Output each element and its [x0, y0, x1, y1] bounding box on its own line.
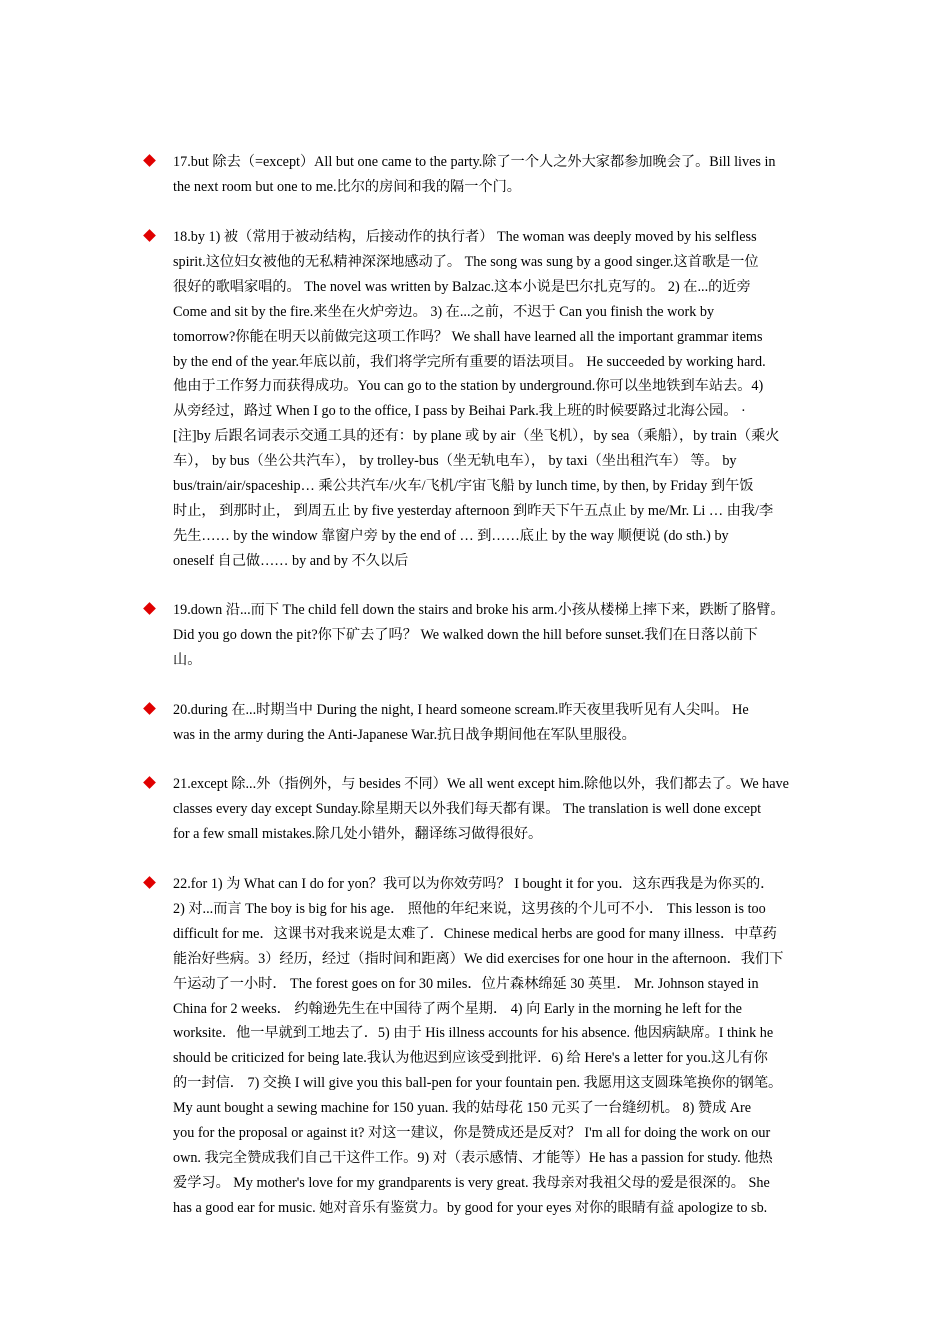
red-diamond-bullet-icon — [143, 229, 156, 242]
text-line: bus/train/air/spaceship… 乘公共汽车/火车/飞机/宇宙飞船 by lunch time, by then, by Friday 到午饭 — [173, 478, 754, 495]
entry-text — [173, 872, 811, 1221]
text-line: My aunt bought a sewing machine for 150 yuan. 我的姑母花 150 元买了一台缝纫机。 8) 赞成 Are — [173, 1100, 752, 1117]
entry-20-during — [145, 698, 825, 748]
text-line: 时止， 到那时止， 到周五止 by five yesterday afternoon 到昨天下午五点止 by me/Mr. Li … 由我/李 — [173, 502, 774, 519]
entry-19-down — [145, 598, 825, 673]
text-line: 车）， by bus（坐公共汽车）， by trolley-bus（坐无轨电车）， by taxi（坐出租汽车） 等。 by — [173, 453, 737, 470]
text-line: was in the army during the Anti-Japanese War.抗日战争期间他在军队里服役。 — [173, 726, 636, 743]
entry-text — [173, 698, 811, 748]
text-line: tomorrow?你能在明天以前做完这项工作吗？ We shall have learned all the important grammar items — [173, 328, 763, 345]
red-diamond-bullet-icon — [143, 876, 156, 889]
text-line: by the end of the year.年底以前，我们将学完所有重要的语法项目。 He succeeded by working hard. — [173, 353, 766, 370]
entry-text — [173, 598, 811, 673]
text-line: 从旁经过，路过 When I go to the office, I pass by Beihai Park.我上班的时候要路过北海公园。 · — [173, 403, 746, 420]
text-line: 21.except 除...外（指例外，与 besides 不同）We all went except him.除他以外，我们都去了。We have — [173, 776, 789, 792]
entry-18-by — [145, 225, 825, 574]
text-line: 22.for 1) 为 What can I do for yon？我可以为你效劳吗？ I bought it for you．这东西我是为你买的． — [173, 876, 775, 892]
entry-text — [173, 772, 811, 847]
text-line: for a few small mistakes.除几处小错外，翻译练习做得很好。 — [173, 825, 543, 842]
entry-text — [173, 150, 811, 200]
red-diamond-bullet-icon — [143, 602, 156, 615]
text-line: oneself 自己做…… by and by 不久以后 — [173, 552, 409, 569]
entry-22-for — [145, 872, 825, 1221]
text-line: 18.by 1) 被（常用于被动结构，后接动作的执行者） The woman was deeply moved by his selfless — [173, 229, 757, 245]
entry-text — [173, 225, 811, 574]
text-line: difficult for me．这课书对我来说是太难了．Chinese medical herbs are good for many illness．中草药 — [173, 925, 777, 942]
entry-21-except — [145, 772, 825, 847]
entry-17-but — [145, 150, 825, 200]
text-line: China for 2 weeks． 约翰逊先生在中国待了两个星期． 4) 向 Early in the morning he left for the — [173, 1000, 742, 1017]
text-line: 20.during 在...时期当中 During the night, I heard someone scream.昨天夜里我听见有人尖叫。 He — [173, 702, 749, 718]
text-line: [注]by 后跟名词表示交通工具的还有：by plane 或 by air（坐飞机），by sea（乘船），by train（乘火 — [173, 428, 780, 445]
text-line: spirit.这位妇女被他的无私精神深深地感动了。 The song was sung by a good singer.这首歌是一位 — [173, 253, 759, 270]
text-line: 他由于工作努力而获得成功。You can go to the station by underground.你可以坐地铁到车站去。4) — [173, 378, 764, 395]
text-line: classes every day except Sunday.除星期天以外我们每天都有课。 The translation is well done except — [173, 800, 762, 817]
text-line: has a good ear for music. 她对音乐有鉴赏力。by good for your eyes 对你的眼睛有益 apologize to sb. — [173, 1199, 768, 1216]
text-line: 很好的歌唱家唱的。 The novel was written by Balzac.这本小说是巴尔扎克写的。 2) 在...的近旁 — [173, 278, 751, 295]
text-line: 能治好些病。3）经历，经过（指时间和距离）We did exercises for one hour in the afternoon．我们下 — [173, 950, 784, 967]
text-line: 19.down 沿...而下 The child fell down the stairs and broke his arm.小孩从楼梯上摔下来，跌断了胳臂。 — [173, 602, 785, 618]
red-diamond-bullet-icon — [143, 702, 156, 715]
text-line: 爱学习。 My mother's love for my grandparents is very great. 我母亲对我祖父母的爱是很深的。 She — [173, 1174, 770, 1191]
text-line: 17.but 除去（=except）All but one came to the party.除了一个人之外大家都参加晚会了。Bill lives in — [173, 154, 776, 170]
text-line: Come and sit by the fire.来坐在火炉旁边。 3) 在...之前，不迟于 Can you finish the work by — [173, 303, 715, 320]
text-line: 山。 — [173, 651, 202, 668]
red-diamond-bullet-icon — [143, 776, 156, 789]
text-line: Did you go down the pit?你下矿去了吗？ We walked down the hill before sunset.我们在日落以前下 — [173, 626, 758, 643]
text-line: 的一封信． 7) 交换 I will give you this ball-pen for your fountain pen. 我愿用这支圆珠笔换你的钢笔。 — [173, 1075, 783, 1092]
text-line: own. 我完全赞成我们自己干这件工作。9) 对（表示感情、才能等）He has a passion for study. 他热 — [173, 1149, 773, 1166]
text-line: 午运动了一小时． The forest goes on for 30 miles．位片森林绵延 30 英里． Mr. Johnson stayed in — [173, 975, 759, 992]
text-line: worksite．他一早就到工地去了．5) 由于 His illness accounts for his absence. 他因病缺席。I think he — [173, 1025, 774, 1042]
text-line: 2) 对...而言 The boy is big for his age． 照他的年纪来说，这男孩的个儿可不小． This lesson is too — [173, 900, 766, 917]
text-line: should be criticized for being late.我认为他迟到应该受到批评．6) 给 Here's a letter for you.这儿有你 — [173, 1050, 768, 1067]
text-line: the next room but one to me.比尔的房间和我的隔一个门。 — [173, 178, 521, 195]
text-line: 先生…… by the window 靠窗户旁 by the end of … 到……底止 by the way 顺便说 (do sth.) by — [173, 527, 729, 544]
text-line: you for the proposal or against it? 对这一建议，你是赞成还是反对？ I'm all for doing the work on our — [173, 1125, 771, 1142]
red-diamond-bullet-icon — [143, 154, 156, 167]
